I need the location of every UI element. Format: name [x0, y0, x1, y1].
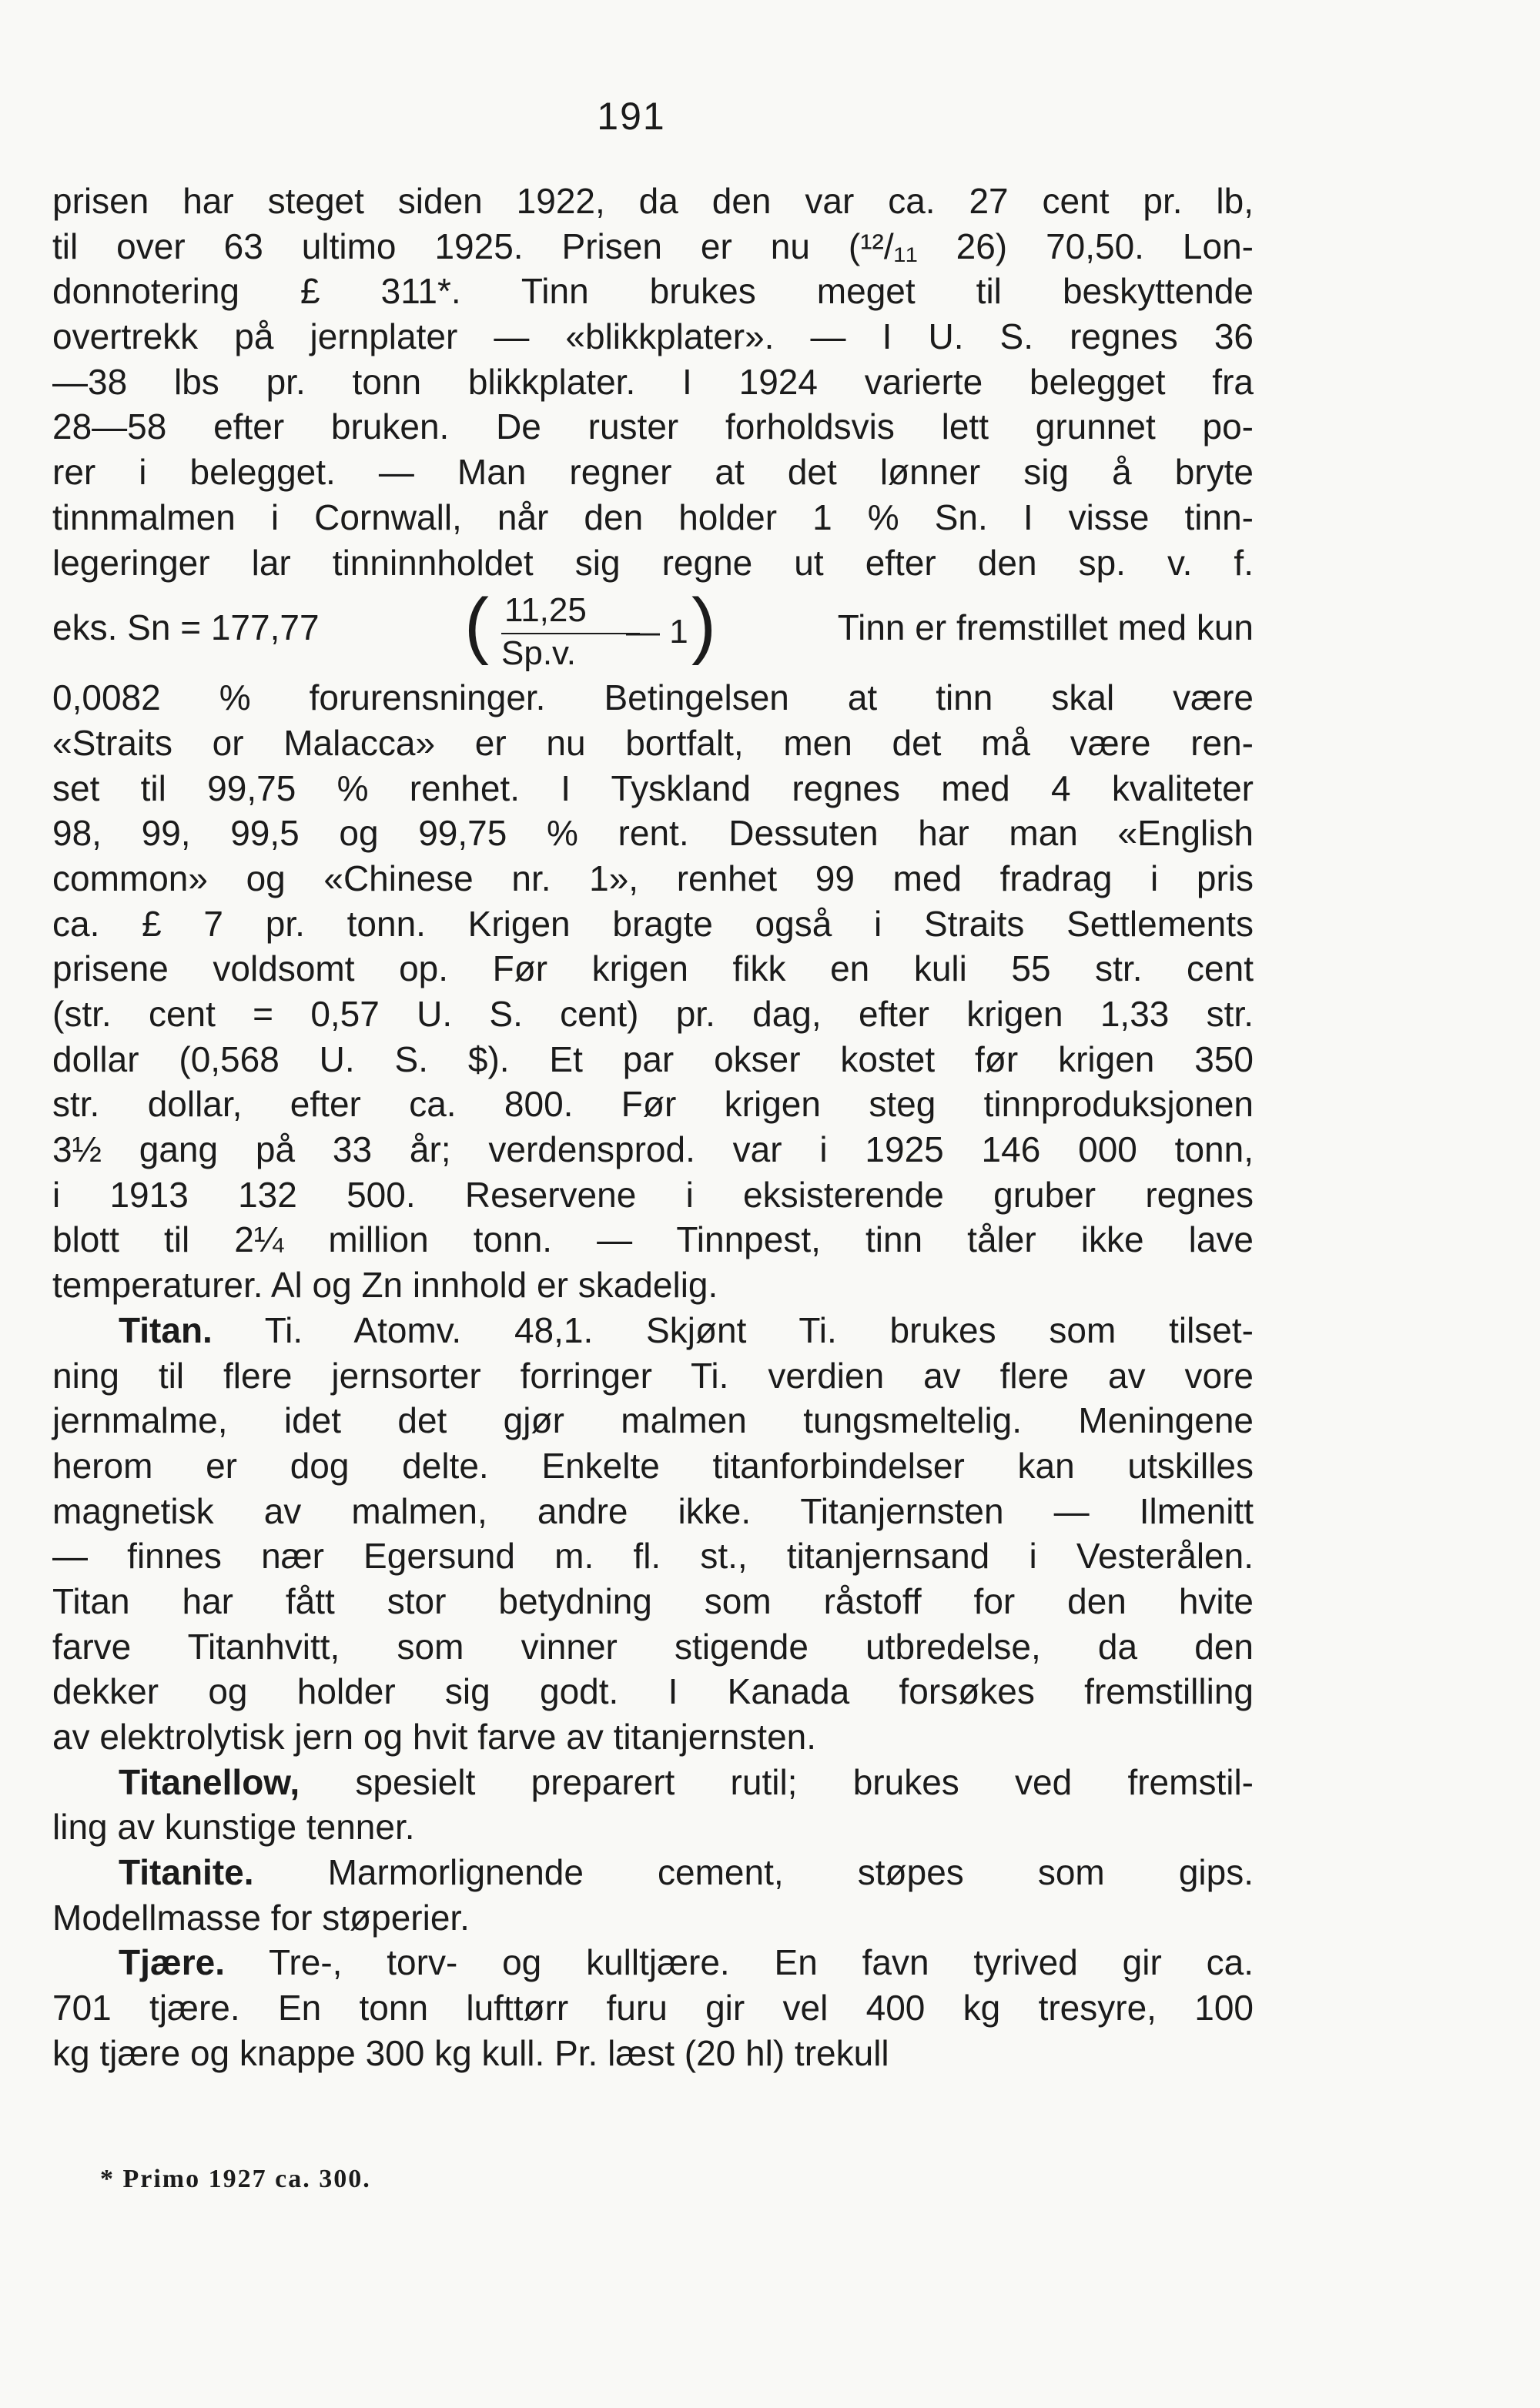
text-line: prisen har steget siden 1922, da den var ca. 27 cent pr. lb, [52, 181, 1254, 221]
text-line: i 1913 132 500. Reservene i eksisterende gruber regnes [52, 1174, 1254, 1215]
text-line: 98, 99, 99,5 og 99,75 % rent. Dessuten har man «English [52, 813, 1254, 854]
text-line: Modellmasse for støperier. [52, 1897, 470, 1938]
text-line: 0,0082 % forurensninger. Betingelsen at tinn skal være [52, 677, 1254, 718]
formula-fraction [464, 585, 718, 675]
text-line: jernmalme, idet det gjør malmen tungsmeltelig. Meningene [52, 1400, 1254, 1441]
text-line: tinnmalmen i Cornwall, når den holder 1 % Sn. I visse tinn- [52, 497, 1254, 537]
text-line: — finnes nær Egersund m. fl. st., titanjernsand i Vesterålen. [52, 1536, 1254, 1577]
text-line: dollar (0,568 U. S. $). Et par okser kostet før krigen 350 [52, 1038, 1254, 1079]
entry-text: Tre-, torv- og kulltjære. En favn tyrived gir ca. [225, 1942, 1254, 1983]
text-line: set til 99,75 % renhet. I Tyskland regnes med 4 kvaliteter [52, 768, 1254, 808]
text-line: temperaturer. Al og Zn innhold er skadelig. [52, 1265, 718, 1306]
text-line: ning til flere jernsorter forringer Ti. verdien av flere av vore [52, 1355, 1254, 1396]
entry-text: spesielt preparert rutil; brukes ved fremstil- [300, 1761, 1254, 1802]
text-line: overtrekk på jernplater — «blikkplater». — I U. S. regnes 36 [52, 316, 1254, 357]
text-line: 28—58 efter bruken. De ruster forholdsvis lett grunnet po- [52, 406, 1254, 447]
entry-text: Ti. Atomv. 48,1. Skjønt Ti. brukes som tilset- [212, 1309, 1254, 1350]
paragraph-tin [52, 179, 1254, 585]
text-line: —38 lbs pr. tonn blikkplater. I 1924 varierte belegget fra [52, 361, 1254, 402]
text-line: ca. £ 7 pr. tonn. Krigen bragte også i Straits Settlements [52, 903, 1254, 944]
text-line: ling av kunstige tenner. [52, 1807, 415, 1848]
entry-term: Titan. [119, 1309, 213, 1350]
paragraph-tin-cont [52, 675, 1254, 1308]
text-line: common» og «Chinese nr. 1», renhet 99 med fradrag i pris [52, 858, 1254, 898]
entry-term: Tjære. [119, 1942, 226, 1983]
text-line: til over 63 ultimo 1925. Prisen er nu (¹²/₁₁ 26) 70,50. Lon- [52, 226, 1254, 266]
text-line: (str. cent = 0,57 U. S. cent) pr. dag, efter krigen 1,33 str. [52, 994, 1254, 1034]
entry-text: Marmorlignende cement, støpes som gips. [253, 1852, 1254, 1893]
text-line: av elektrolytisk jern og hvit farve av titanjernsten. [52, 1717, 817, 1757]
entry-titanite [52, 1850, 1254, 1940]
text-line: 701 tjære. En tonn lufttørr furu gir vel 400 kg tresyre, 100 [52, 1988, 1254, 2028]
body-text [52, 179, 1254, 2076]
entry-titanellow [52, 1760, 1254, 1850]
text-line: farve Titanhvitt, som vinner stigende utbredelse, da den [52, 1626, 1254, 1667]
entry-first-line [52, 1850, 1254, 1895]
text-line: donnotering £ 311*. Tinn brukes meget til beskyttende [52, 271, 1254, 312]
entry-term: Titanite. [119, 1852, 254, 1893]
text-line: magnetisk av malmen, andre ikke. Titanjernsten — Ilmenitt [52, 1490, 1254, 1531]
text-line: 3½ gang på 33 år; verdensprod. var i 1925 146 000 tonn, [52, 1129, 1254, 1170]
open-paren: ( [464, 584, 489, 667]
formula-lead: eks. Sn = 177,77 [52, 607, 320, 648]
text-line: prisene voldsomt op. Før krigen fikk en kuli 55 str. cent [52, 948, 1254, 989]
close-paren: ) [691, 584, 716, 667]
text-line: «Straits or Malacca» er nu bortfalt, men det må være ren- [52, 722, 1254, 763]
text-line: str. dollar, efter ca. 800. Før krigen steg tinnproduksjonen [52, 1084, 1254, 1125]
fraction-denominator: Sp.v. [501, 634, 577, 673]
text-line: rer i belegget. — Man regner at det lønner sig å bryte [52, 452, 1254, 493]
entry-term: Titanellow, [119, 1761, 300, 1802]
text-line: blott til 2¼ million tonn. — Tinnpest, tinn tåler ikke lave [52, 1219, 1254, 1260]
text-line: dekker og holder sig godt. I Kanada forsøkes fremstilling [52, 1671, 1254, 1712]
fraction-tail: — 1 [626, 613, 688, 651]
formula-trail: Tinn er fremstillet med kun [837, 607, 1254, 648]
entry-first-line [52, 1308, 1254, 1353]
entry-first-line [52, 1940, 1254, 1985]
page-number: 191 [597, 95, 666, 138]
text-line: herom er dog delte. Enkelte titanforbindelser kan utskilles [52, 1445, 1254, 1486]
footnote: * Primo 1927 ca. 300. [100, 2165, 371, 2193]
entry-first-line [52, 1760, 1254, 1805]
text-line: Titan har fått stor betydning som råstoff for den hvite [52, 1580, 1254, 1621]
text-line: legeringer lar tinninnholdet sig regne ut efter den sp. v. f. [52, 542, 1254, 583]
entry-tjaere [52, 1940, 1254, 2075]
text-line: kg tjære og knappe 300 kg kull. Pr. læst (20 hl) trekull [52, 2032, 889, 2073]
formula-line [52, 585, 1254, 675]
fraction-numerator: 11,25 [504, 591, 587, 630]
entry-titan [52, 1308, 1254, 1760]
